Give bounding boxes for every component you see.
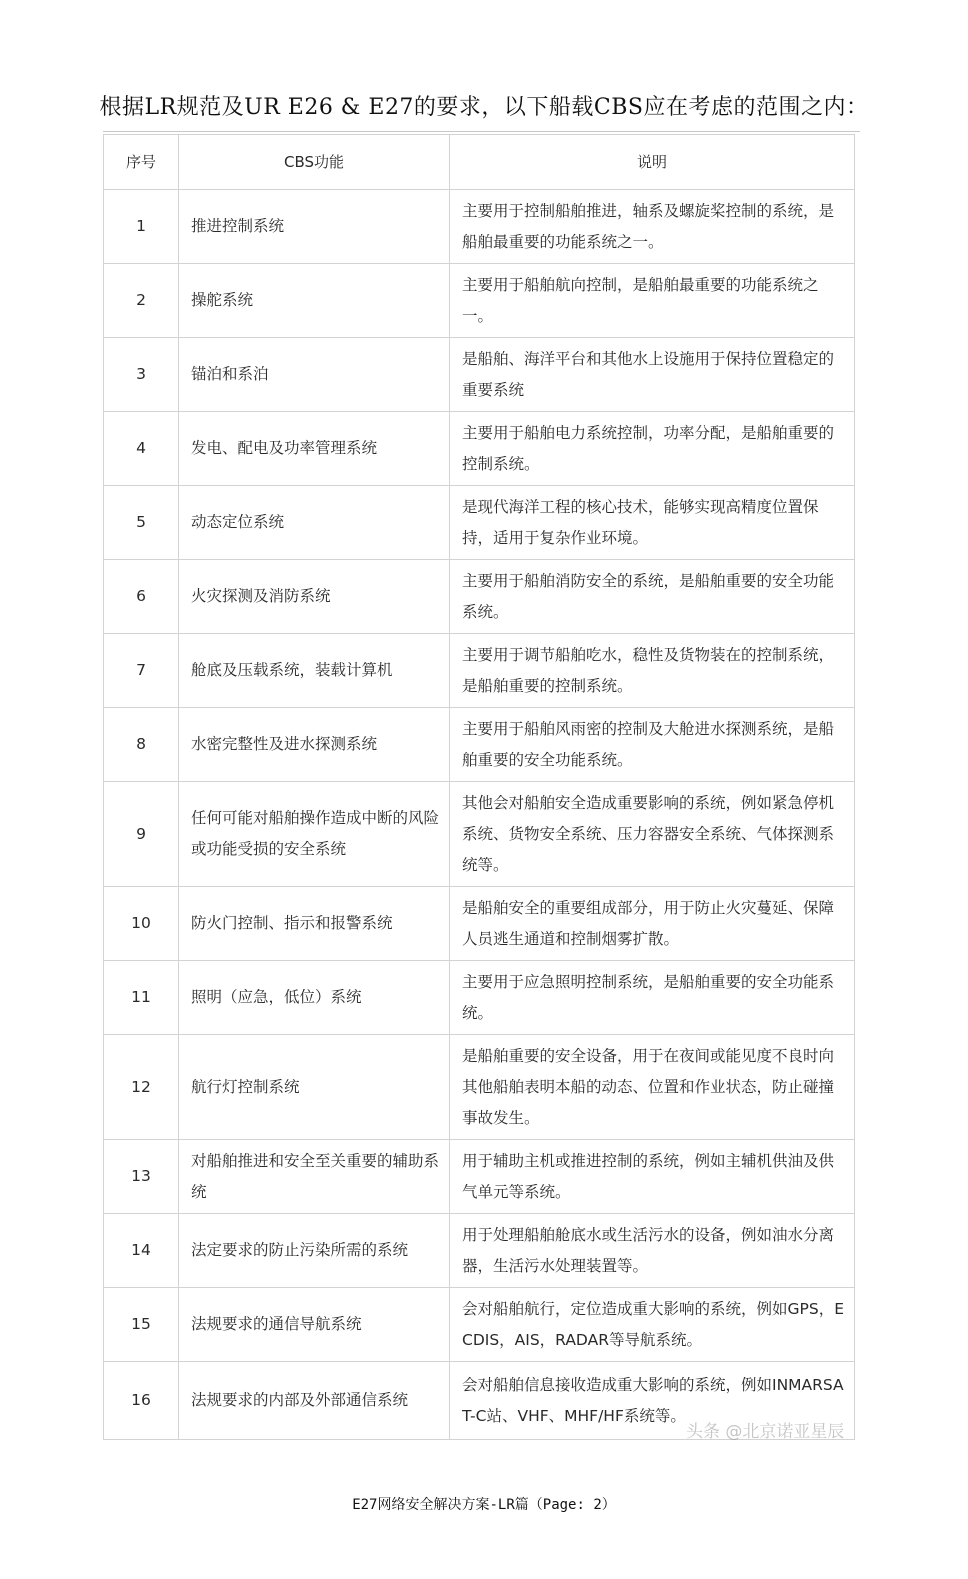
row-function: 水密完整性及进水探测系统	[179, 708, 450, 782]
row-function: 航行灯控制系统	[179, 1035, 450, 1140]
row-function: 火灾探测及消防系统	[179, 560, 450, 634]
row-description: 主要用于船舶电力系统控制，功率分配，是船舶重要的控制系统。	[450, 412, 855, 486]
row-number: 9	[104, 782, 179, 887]
row-description: 主要用于船舶航向控制，是船舶最重要的功能系统之一。	[450, 264, 855, 338]
row-function: 舱底及压载系统，装载计算机	[179, 634, 450, 708]
row-number: 1	[104, 190, 179, 264]
table-row	[104, 961, 855, 1035]
row-description: 主要用于控制船舶推进，轴系及螺旋桨控制的系统，是船舶最重要的功能系统之一。	[450, 190, 855, 264]
row-function: 法规要求的通信导航系统	[179, 1288, 450, 1362]
row-number: 10	[104, 887, 179, 961]
table-row	[104, 634, 855, 708]
row-number: 14	[104, 1214, 179, 1288]
source-watermark: 头条 @北京诺亚星辰	[686, 1422, 845, 1442]
row-number: 3	[104, 338, 179, 412]
table-row	[104, 190, 855, 264]
header-no: 序号	[104, 135, 179, 190]
table-row	[104, 1214, 855, 1288]
row-description: 用于辅助主机或推进控制的系统，例如主辅机供油及供气单元等系统。	[450, 1140, 855, 1214]
row-number: 16	[104, 1362, 179, 1440]
table-row	[104, 782, 855, 887]
table-header-row	[104, 135, 855, 190]
row-description: 是船舶重要的安全设备，用于在夜间或能见度不良时向其他船舶表明本船的动态、位置和作业状态，防止碰撞事故发生。	[450, 1035, 855, 1140]
row-description: 主要用于船舶消防安全的系统，是船舶重要的安全功能系统。	[450, 560, 855, 634]
header-function: CBS功能	[179, 135, 450, 190]
row-number: 12	[104, 1035, 179, 1140]
title-divider	[103, 131, 860, 132]
row-number: 13	[104, 1140, 179, 1214]
cbs-table	[103, 134, 855, 1440]
row-description: 是现代海洋工程的核心技术，能够实现高精度位置保持，适用于复杂作业环境。	[450, 486, 855, 560]
row-function: 法定要求的防止污染所需的系统	[179, 1214, 450, 1288]
row-function: 照明（应急，低位）系统	[179, 961, 450, 1035]
page-footer: E27网络安全解决方案-LR篇（Page: 2）	[352, 1497, 616, 1513]
row-description: 主要用于应急照明控制系统，是船舶重要的安全功能系统。	[450, 961, 855, 1035]
row-function: 锚泊和系泊	[179, 338, 450, 412]
row-number: 5	[104, 486, 179, 560]
row-number: 6	[104, 560, 179, 634]
row-description: 主要用于调节船舶吃水，稳性及货物装在的控制系统，是船舶重要的控制系统。	[450, 634, 855, 708]
table-row	[104, 1288, 855, 1362]
row-description: 是船舶安全的重要组成部分，用于防止火灾蔓延、保障人员逃生通道和控制烟雾扩散。	[450, 887, 855, 961]
row-function: 动态定位系统	[179, 486, 450, 560]
row-function: 对船舶推进和安全至关重要的辅助系统	[179, 1140, 450, 1214]
header-description: 说明	[450, 135, 855, 190]
table-row	[104, 338, 855, 412]
table-row	[104, 412, 855, 486]
row-description: 会对船舶航行，定位造成重大影响的系统，例如GPS，ECDIS，AIS，RADAR等导航系统。	[450, 1288, 855, 1362]
table-row	[104, 264, 855, 338]
table-row	[104, 1140, 855, 1214]
table-row	[104, 1035, 855, 1140]
table-row	[104, 887, 855, 961]
row-function: 操舵系统	[179, 264, 450, 338]
row-description: 其他会对船舶安全造成重要影响的系统，例如紧急停机系统、货物安全系统、压力容器安全系统、气体探测系统等。	[450, 782, 855, 887]
row-number: 2	[104, 264, 179, 338]
table-row	[104, 560, 855, 634]
row-number: 8	[104, 708, 179, 782]
row-description: 是船舶、海洋平台和其他水上设施用于保持位置稳定的重要系统	[450, 338, 855, 412]
row-number: 7	[104, 634, 179, 708]
row-description: 用于处理船舶舱底水或生活污水的设备，例如油水分离器，生活污水处理装置等。	[450, 1214, 855, 1288]
row-function: 任何可能对船舶操作造成中断的风险或功能受损的安全系统	[179, 782, 450, 887]
row-description: 主要用于船舶风雨密的控制及大舱进水探测系统，是船舶重要的安全功能系统。	[450, 708, 855, 782]
row-function: 发电、配电及功率管理系统	[179, 412, 450, 486]
table-row	[104, 708, 855, 782]
row-function: 法规要求的内部及外部通信系统	[179, 1362, 450, 1440]
row-number: 4	[104, 412, 179, 486]
row-function: 防火门控制、指示和报警系统	[179, 887, 450, 961]
row-description: 会对船舶信息接收造成重大影响的系统，例如INMARSAT-C站、VHF、MHF/HF系统等。	[450, 1362, 855, 1440]
row-number: 11	[104, 961, 179, 1035]
document-title: 根据LR规范及UR E26 & E27的要求，以下船载CBS应在考虑的范围之内：	[99, 95, 869, 120]
row-function: 推进控制系统	[179, 190, 450, 264]
row-number: 15	[104, 1288, 179, 1362]
table-row	[104, 486, 855, 560]
